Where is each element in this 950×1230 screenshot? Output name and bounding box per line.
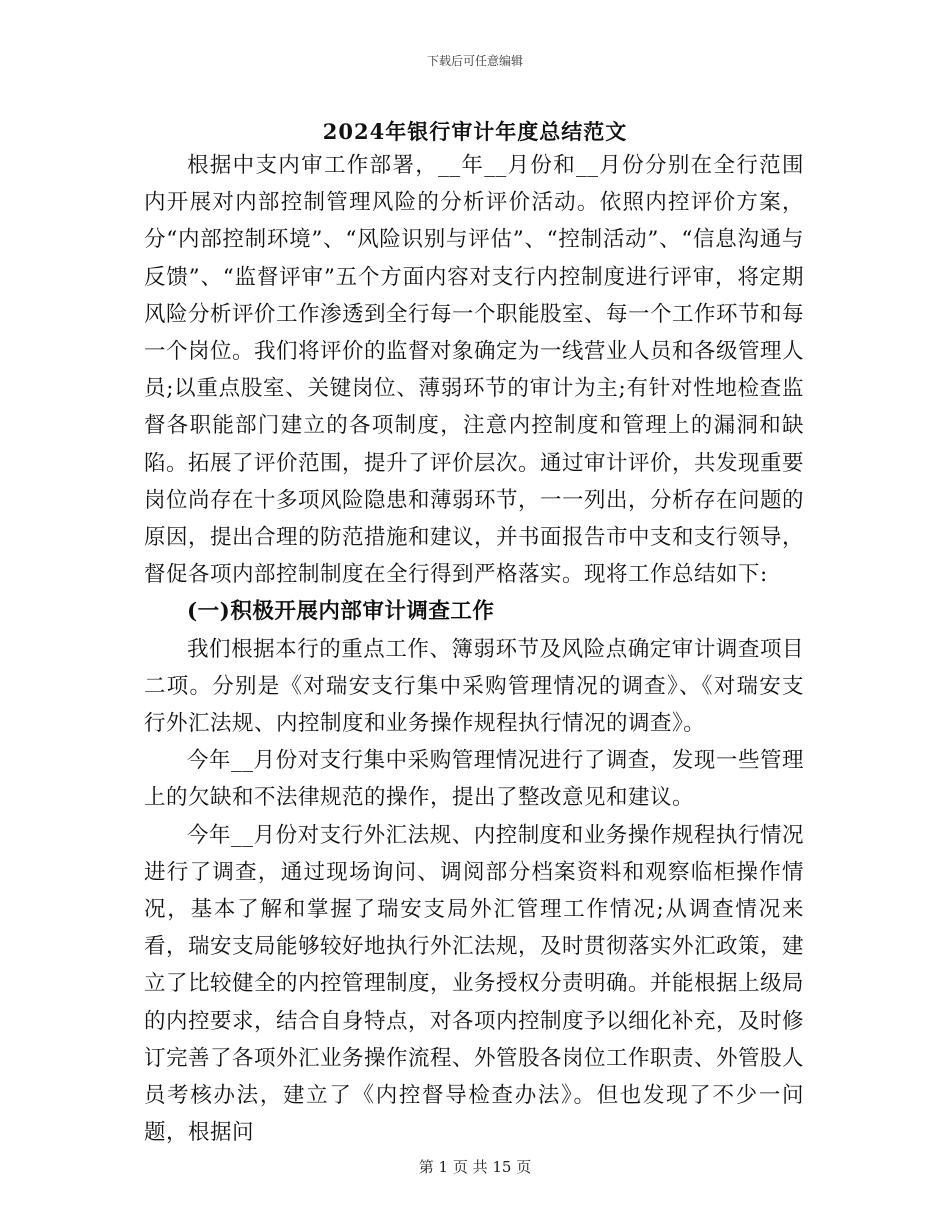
paragraph-intro: 根据中支内审工作部署，__年__月份和__月份分别在全行范围内开展对内部控制管理风险的分析评价活动。依照内控评价方案，分“内部控制环境”、“风险识别与评估”、“控制活动”、“信息沟通与反馈”、“监督评审”五个方面内容对支行内控制度进行评审，将定期风险分析评价工作渗透到全行每一个职能股室、每一个工作环节和每一个岗位。我们将评价的监督对象确定为一线营业人员和各级管理人员;以重点股室、关键岗位、薄弱环节的审计为主;有针对性地检查监督各职能部门建立的各项制度，注意内控制度和管理上的漏洞和缺陷。拓展了评价范围，提升了评价层次。通过审计评价，共发现重要岗位尚存在十多项风险隐患和薄弱环节，一一列出，分析存在问题的原因，提出合理的防范措施和建议，并书面报告市中支和支行领导，督促各项内部控制制度在全行得到严格落实。现将工作总结如下: xyxy=(144,153,805,588)
header-note: 下载后可任意编辑 xyxy=(426,54,523,68)
section-heading: (一)积极开展内部审计调查工作 xyxy=(187,599,495,625)
paragraph-procurement: 今年__月份对支行集中采购管理情况进行了调查，发现一些管理上的欠缺和不法律规范的操作，提出了整改意见和建议。 xyxy=(144,748,804,811)
document-body xyxy=(144,147,804,1151)
paragraph-forex: 今年__月份对支行外汇法规、内控制度和业务操作规程执行情况进行了调查，通过现场询问、调阅部分档案资料和观察临柜操作情况，基本了解和掌握了瑞安支局外汇管理工作情况;从调查情况来看，瑞安支局能够较好地执行外汇法规，及时贯彻落实外汇政策，建立了比较健全的内控管理制度，业务授权分责明确。并能根据上级局的内控要求，结合自身特点，对各项内控制度予以细化补充，及时修订完善了各项外汇业务操作流程、外管股各岗位工作职责、外管股人员考核办法，建立了《内控督导检查办法》。但也发现了不少一问题，根据问 xyxy=(144,822,805,1146)
paragraph-audit-projects: 我们根据本行的重点工作、簿弱环节及风险点确定审计调查项目二项。分别是《对瑞安支行集中采购管理情况的调查》、《对瑞安支行外汇法规、内控制度和业务操作规程执行情况的调查》。 xyxy=(144,636,804,737)
document-title: 2024年银行审计年度总结范文 xyxy=(322,119,628,144)
page-footer: 第 1 页 共 15 页 xyxy=(418,1158,532,1176)
